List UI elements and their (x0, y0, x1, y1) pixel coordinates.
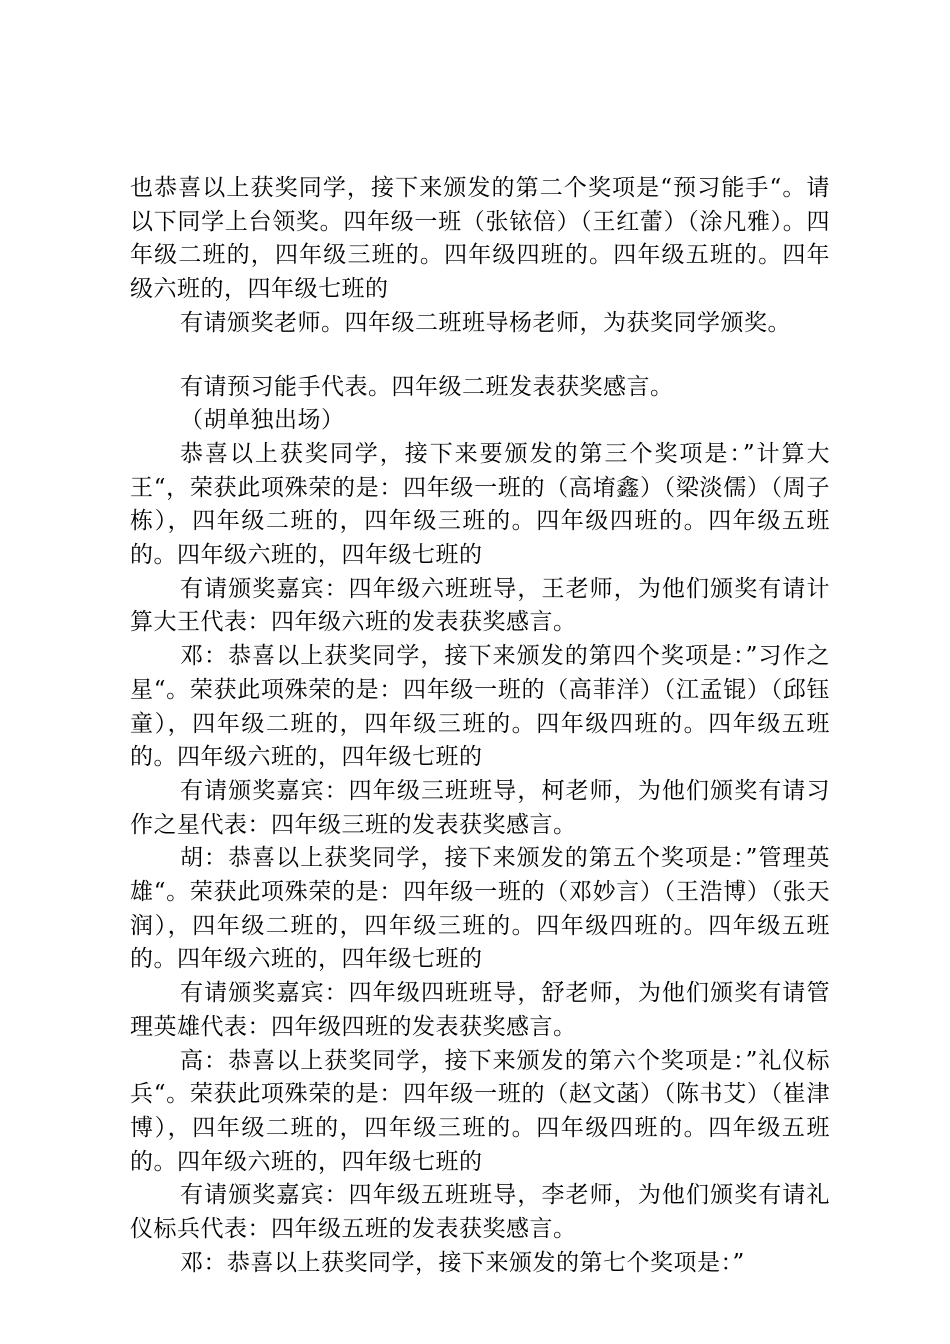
paragraph-13: 邓：恭喜以上获奖同学，接下来颁发的第七个奖项是：” (180, 1249, 745, 1276)
paragraph-spacer (130, 341, 830, 371)
paragraph-12: 有请颁奖嘉宾：四年级五班班导，李老师，为他们颁奖有请礼仪标兵代表：四年级五班的发表获奖感言。 (130, 1182, 830, 1243)
paragraph-6: 有请颁奖嘉宾：四年级六班班导，王老师，为他们颁奖有请计算大王代表：四年级六班的发表获奖感言。 (130, 575, 830, 636)
paragraph-7: 邓：恭喜以上获奖同学，接下来颁发的第四个奖项是：”习作之星“。荣获此项殊荣的是：四年级一班的（高菲洋）（江孟锟）（邱钰童），四年级二班的，四年级三班的。四年级四班的。四年级五班的。四年级六班的，四年级七班的 (130, 643, 830, 771)
paragraph-10: 有请颁奖嘉宾：四年级四班班导，舒老师，为他们颁奖有请管理英雄代表：四年级四班的发表获奖感言。 (130, 980, 830, 1040)
paragraph-4: （胡单独出场） (180, 407, 345, 434)
paragraph-1: 也恭喜以上获奖同学，接下来颁发的第二个奖项是“预习能手“。请以下同学上台领奖。四年级一班（张铱倍）（王红蕾）（涂凡雅）。四年级二班的，四年级三班的。四年级四班的。四年级五班的。四年级六班的，四年级七班的 (130, 175, 830, 303)
paragraph-3: 有请预习能手代表。四年级二班发表获奖感言。 (180, 373, 674, 400)
paragraph-8: 有请颁奖嘉宾：四年级三班班导，柯老师，为他们颁奖有请习作之星代表：四年级三班的发表获奖感言。 (130, 777, 830, 838)
paragraph-9: 胡：恭喜以上获奖同学，接下来颁发的第五个奖项是：”管理英雄“。荣获此项殊荣的是：四年级一班的（邓妙言）（王浩博）（张天润），四年级二班的，四年级三班的。四年级四班的。四年级五班的。四年级六班的，四年级七班的 (130, 845, 830, 973)
paragraph-5: 恭喜以上获奖同学，接下来要颁发的第三个奖项是：”计算大王“，荣获此项殊荣的是：四年级一班的（高堉鑫）（梁淡儒）（周子栋），四年级二班的，四年级三班的。四年级四班的。四年级五班的。四年级六班的，四年级七班的 (130, 440, 830, 569)
paragraph-2: 有请颁奖老师。四年级二班班导杨老师，为获奖同学颁奖。 (180, 309, 791, 336)
paragraph-11: 高：恭喜以上获奖同学，接下来颁发的第六个奖项是：”礼仪标兵“。荣获此项殊荣的是：四年级一班的（赵文菡）（陈书艾）（崔津博），四年级二班的，四年级三班的。四年级四班的。四年级五班的。四年级六班的，四年级七班的 (130, 1047, 830, 1175)
document-page (130, 172, 830, 1281)
